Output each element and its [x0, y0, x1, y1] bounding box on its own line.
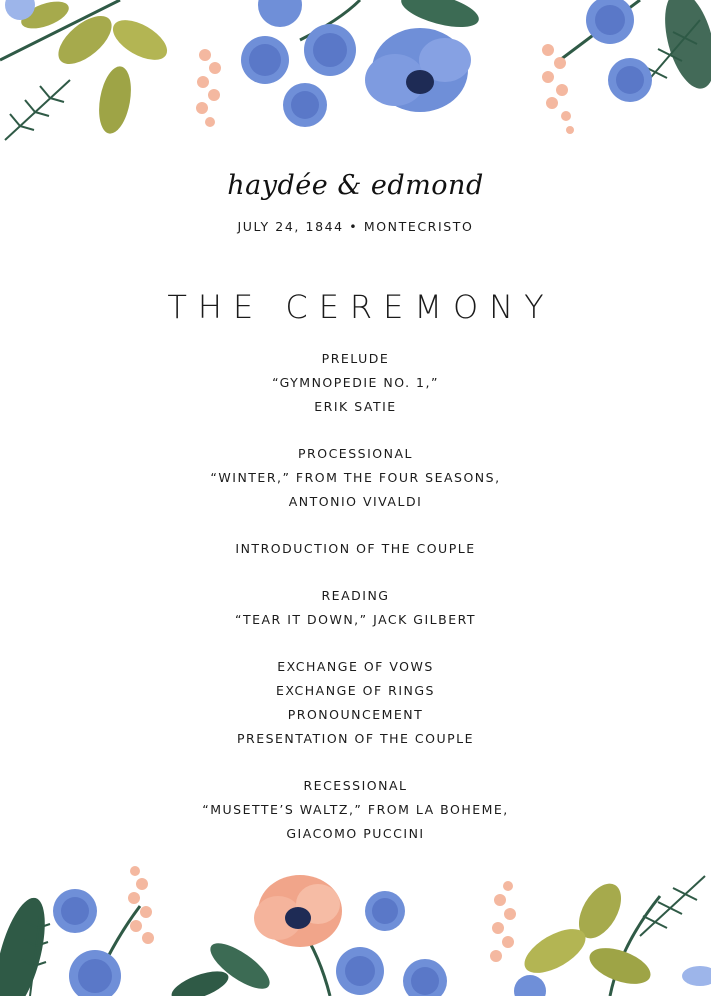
ceremony-program: [0, 347, 711, 869]
program-line: GIACOMO PUCCINI: [286, 826, 425, 841]
program-section-vows: [0, 655, 711, 751]
program-line: PRONOUNCEMENT: [287, 707, 424, 722]
leaf-icon: [518, 877, 711, 992]
program-section-recessional: [0, 774, 711, 846]
program-line: RECESSIONAL: [303, 778, 408, 793]
program-line: “MUSETTE’S WALTZ,” FROM LA BOHEME,: [202, 802, 509, 817]
program-line: “WINTER,” FROM THE FOUR SEASONS,: [210, 470, 501, 485]
program-line: PRESENTATION OF THE COUPLE: [236, 731, 475, 746]
couple-names: haydée & edmond: [227, 170, 484, 201]
anemone-icon: [254, 875, 342, 947]
program-line: PROCESSIONAL: [298, 446, 413, 461]
anemone-icon: [365, 28, 471, 112]
program-section-processional: [0, 442, 711, 514]
program-line: ERIK SATIE: [314, 399, 397, 414]
program-line: “TEAR IT DOWN,” JACK GILBERT: [234, 612, 477, 627]
program-line: EXCHANGE OF RINGS: [276, 683, 435, 698]
program-section-reading: [0, 584, 711, 632]
program-section-introduction: [0, 537, 711, 561]
program-line: READING: [321, 588, 390, 603]
program-section-prelude: [0, 347, 711, 419]
page-title: THE CEREMONY: [167, 288, 555, 326]
program-line: “GYMNOPEDIE NO. 1,”: [272, 375, 439, 390]
floral-border-top: [0, 0, 711, 175]
program-line: PRELUDE: [321, 351, 390, 366]
leaf-icon: [18, 0, 174, 136]
program-line: ANTONIO VIVALDI: [288, 494, 423, 509]
program-line: INTRODUCTION OF THE COUPLE: [235, 541, 476, 556]
floral-border-bottom: [0, 856, 711, 996]
program-line: EXCHANGE OF VOWS: [277, 659, 434, 674]
date-location: JULY 24, 1844 • MONTECRISTO: [237, 219, 474, 234]
